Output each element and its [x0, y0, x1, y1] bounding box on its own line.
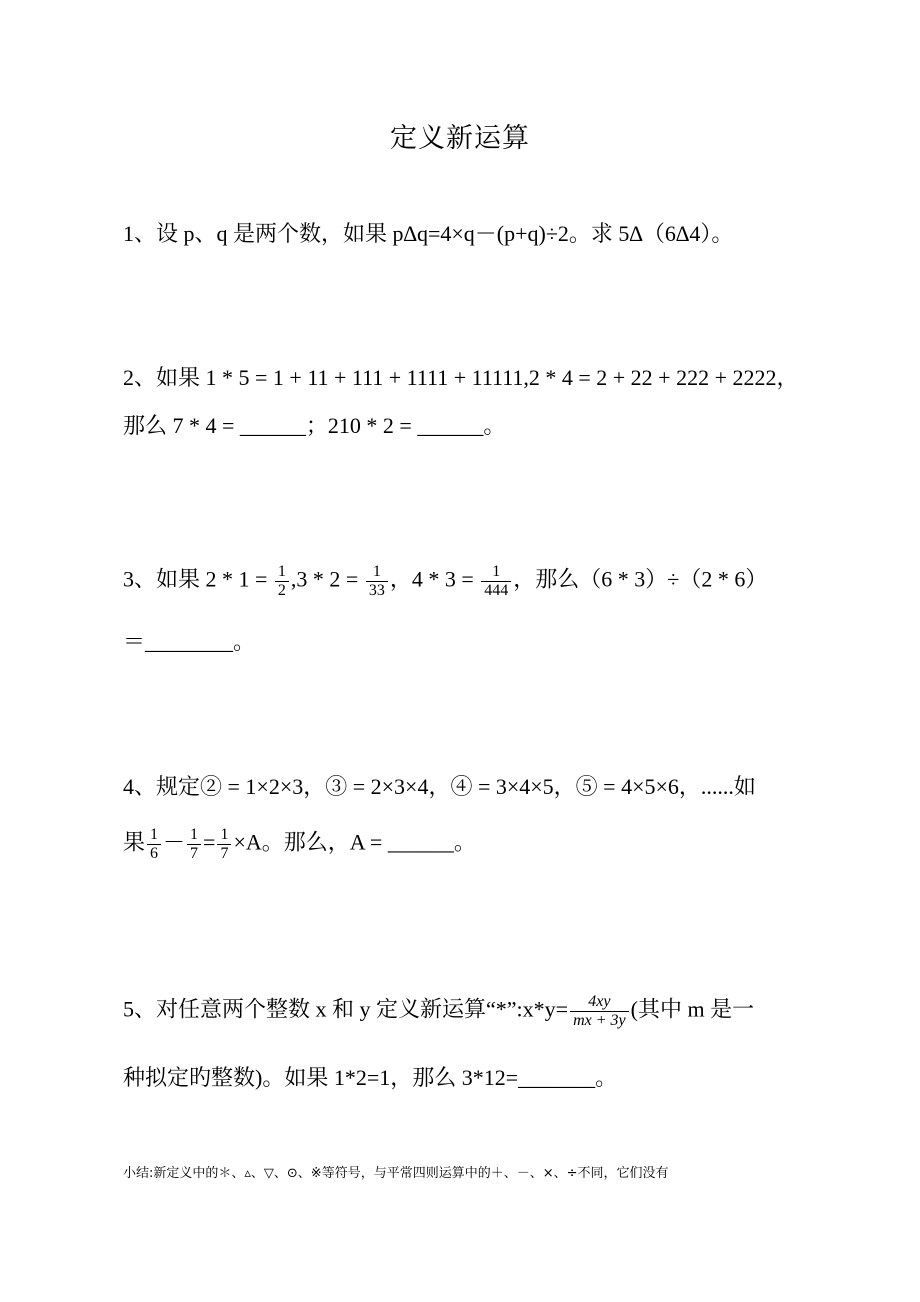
fraction-1-444 — [481, 563, 511, 600]
problem-3-text-a: 3、如果 2 * 1 = — [123, 566, 268, 592]
page-title: 定义新运算 — [390, 123, 530, 153]
fraction-numerator: 1 — [147, 826, 161, 845]
fraction-denominator: 7 — [220, 845, 229, 862]
problem-4-line-1 — [123, 772, 756, 802]
problem-3-line-1 — [123, 563, 767, 600]
fraction-denominator: 444 — [484, 582, 509, 599]
problem-4-text-b: － — [163, 829, 186, 855]
problem-3-text-b: ,3 * 2 = — [290, 566, 359, 592]
fraction-denominator: 7 — [190, 845, 199, 862]
problem-4-text-d: ×A。那么，A = ______。 — [233, 829, 476, 855]
problem-1 — [123, 219, 733, 249]
problem-5-line-2 — [123, 1063, 617, 1093]
fraction-4xy — [570, 993, 629, 1030]
problem-4-text-1: 4、规定② = 1×2×3，③ = 2×3×4，④ = 3×4×5，⑤ = 4×5×6，......如 — [123, 774, 756, 799]
fraction-1-33 — [366, 563, 388, 600]
problem-2-text-1: 2、如果 1 * 5 = 1 + 11 + 111 + 1111 + 11111,2 * 4 = 2 + 22 + 222 + 2222， — [123, 365, 799, 390]
fraction-denominator: 6 — [150, 845, 159, 862]
fraction-1-7 — [187, 826, 201, 863]
fraction-numerator: 1 — [366, 563, 388, 582]
problem-5-text-2: 种拟定旳整数)。如果 1*2=1，那么 3*12=_______。 — [123, 1065, 618, 1090]
fraction-numerator: 1 — [481, 563, 511, 582]
problem-4-text-a: 果 — [123, 829, 146, 855]
fraction-numerator: 1 — [217, 826, 231, 845]
fraction-numerator: 1 — [187, 826, 201, 845]
problem-2-line-1 — [123, 363, 799, 393]
problem-5-line-1 — [123, 993, 754, 1030]
summary-note: 小结:新定义中的＊、▵、▽、⊙、※等符号，与平常四则运算中的＋、－、×、÷不同，它们没有 — [123, 1166, 669, 1181]
problem-3-text-c: ，4 * 3 = — [389, 566, 474, 592]
problem-5-text-b: (其中 m 是一 — [630, 996, 755, 1022]
problem-5-text-a: 5、对任意两个整数 x 和 y 定义新运算“*”:x*y= — [123, 996, 569, 1022]
problem-2-line-2 — [123, 411, 505, 441]
problem-1-text: 1、设 p、q 是两个数，如果 p∆q=4×q－(p+q)÷2。求 5∆（6∆4）。 — [123, 221, 734, 246]
fraction-denominator: mx + 3y — [573, 1012, 626, 1029]
fraction-denominator: 2 — [277, 582, 286, 599]
fraction-numerator: 1 — [275, 563, 289, 582]
fraction-1-7-b — [217, 826, 231, 863]
fraction-numerator: 4xy — [570, 993, 629, 1012]
fraction-1-2 — [275, 563, 289, 600]
problem-3-text-d: ，那么（6 * 3）÷（2 * 6） — [513, 566, 768, 592]
problem-2-text-2: 那么 7 * 4 = ______；210 * 2 = ______。 — [123, 413, 506, 438]
fraction-denominator: 33 — [368, 582, 385, 599]
problem-3-text-2: ＝________。 — [123, 629, 256, 654]
problem-3-line-2 — [123, 627, 255, 657]
problem-4-text-c: = — [203, 829, 216, 855]
problem-4-line-2 — [123, 826, 476, 863]
fraction-1-6 — [147, 826, 161, 863]
